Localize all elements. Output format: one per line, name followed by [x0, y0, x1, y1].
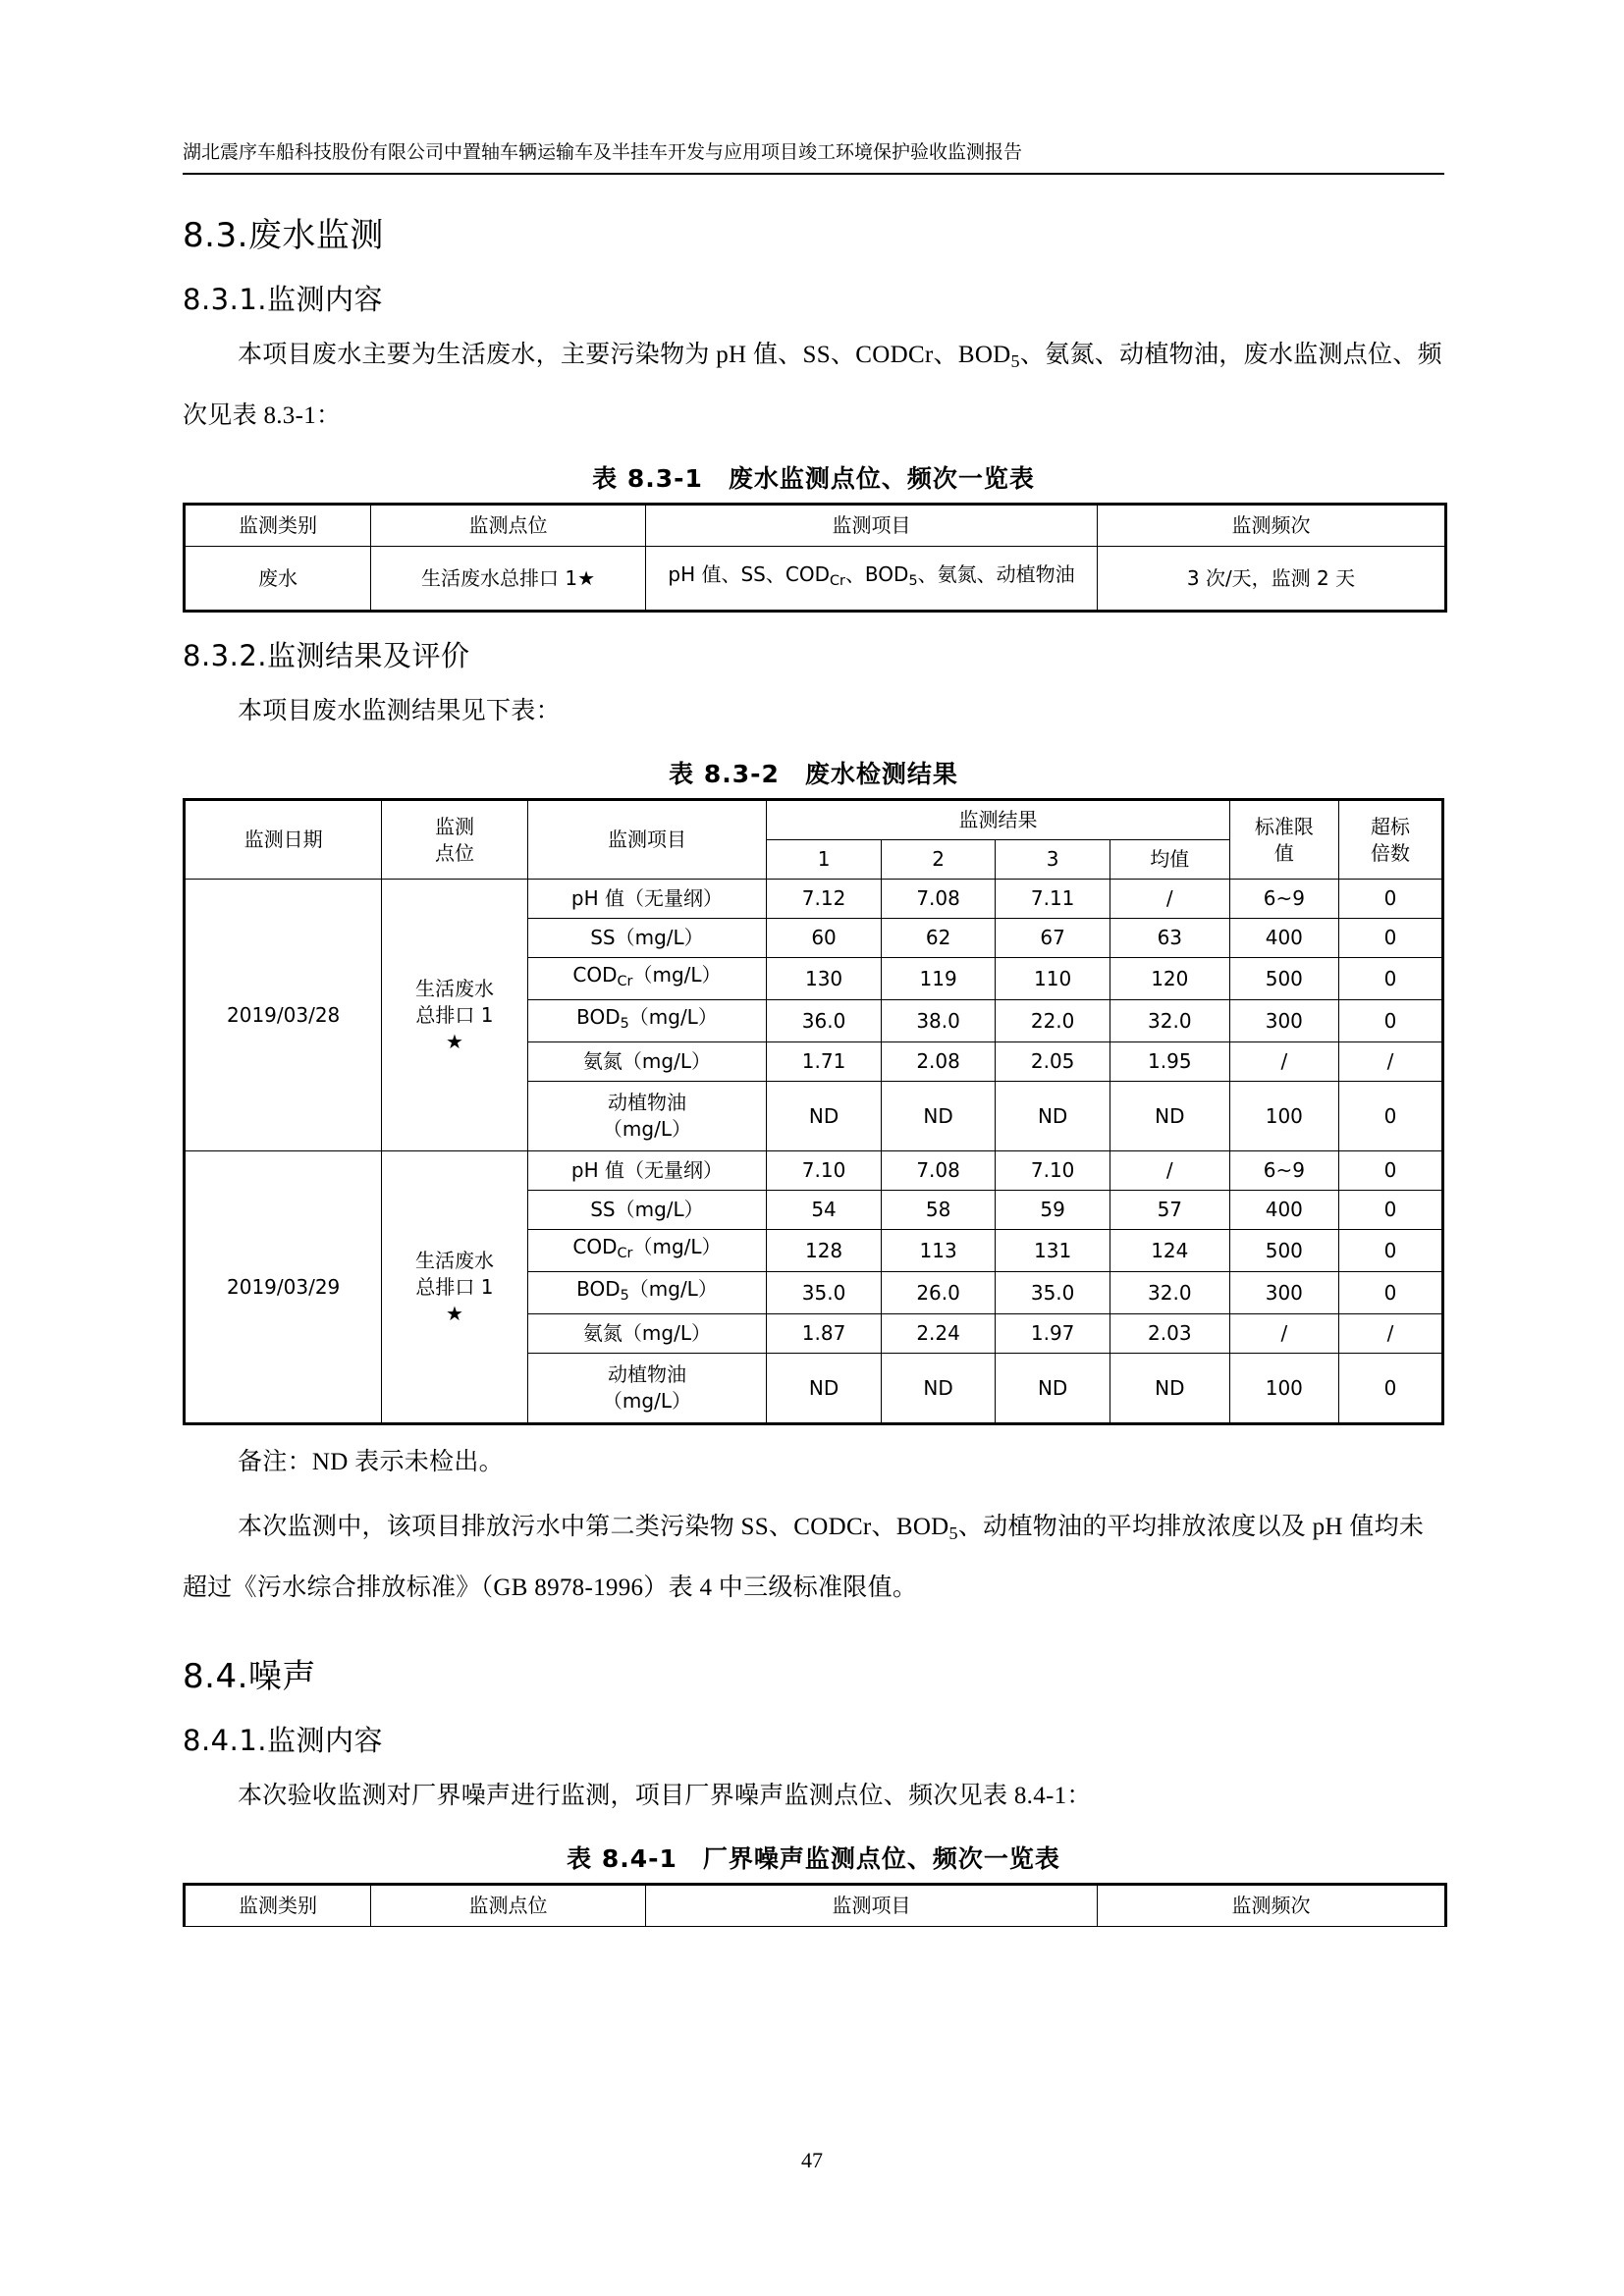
cell-r1: 36.0 — [767, 1000, 882, 1042]
paragraph-conclusion: 本次监测中，该项目排放污水中第二类污染物 SS、CODCr、$BOD_5$、动植物油的平均排放浓度以及 pH 值均未超过《污水综合排放标准》（GB 8978-1996）表 4 中三级标准限值。 — [183, 1514, 1425, 1602]
cell-items: pH 值、SS、$COD_{Cr}$、$BOD_5$、氨氮、动植物油 — [646, 547, 1098, 612]
cell-r3: ND — [996, 1354, 1110, 1424]
cell-limit: 500 — [1229, 958, 1338, 1000]
th-category: 监测类别 — [185, 505, 371, 547]
cell-avg: 2.03 — [1110, 1314, 1229, 1354]
cell-point: 生活废水 总排口 1 ★ — [382, 880, 527, 1151]
cell-exceed: 0 — [1338, 1230, 1442, 1272]
th-frequency: 监测频次 — [1098, 1885, 1446, 1927]
cell-avg: / — [1110, 880, 1229, 919]
th-results: 监测结果 — [767, 800, 1229, 840]
th-point: 监测 点位 — [382, 800, 527, 880]
cell-category: 废水 — [185, 547, 371, 612]
cell-item: 动植物油 （mg/L） — [527, 1354, 767, 1424]
cell-avg: 63 — [1110, 919, 1229, 958]
cell-r3: 131 — [996, 1230, 1110, 1272]
table-note: 备注：ND 表示未检出。 — [238, 1449, 504, 1476]
cell-exceed: 0 — [1338, 880, 1442, 919]
cell-r3: 67 — [996, 919, 1110, 958]
running-header: 湖北震序车船科技股份有限公司中置轴车辆运输车及半挂车开发与应用项目竣工环境保护验收监测报告 — [183, 137, 1444, 175]
cell-r2: 26.0 — [881, 1272, 996, 1314]
cell-item: SS（mg/L） — [527, 919, 767, 958]
cell-r2: 7.08 — [881, 1151, 996, 1191]
cell-r3: 7.11 — [996, 880, 1110, 919]
cell-r1: 130 — [767, 958, 882, 1000]
th-point: 监测点位 — [371, 1885, 646, 1927]
cell-exceed: / — [1338, 1042, 1442, 1082]
cell-limit: / — [1229, 1042, 1338, 1082]
th-category: 监测类别 — [185, 1885, 371, 1927]
paragraph-8-3-2: 本项目废水监测结果见下表： — [238, 698, 561, 725]
cell-limit: 400 — [1229, 919, 1338, 958]
paragraph-8-3-1: 本项目废水主要为生活废水，主要污染物为 pH 值、SS、CODCr、$BOD_5$、氨氮、动植物油，废水监测点位、频次见表 8.3-1： — [183, 342, 1442, 430]
cell-r2: 2.24 — [881, 1314, 996, 1354]
page-number: 47 — [801, 2148, 823, 2172]
table-row-header — [185, 505, 1446, 547]
cell-item: pH 值（无量纲） — [527, 1151, 767, 1191]
cell-limit: 300 — [1229, 1272, 1338, 1314]
th-item: 监测项目 — [527, 800, 767, 880]
cell-limit: 100 — [1229, 1354, 1338, 1424]
table-832-caption: 表 8.3-2 废水检测结果 — [669, 760, 958, 789]
cell-exceed: 0 — [1338, 1151, 1442, 1191]
cell-r3: 110 — [996, 958, 1110, 1000]
cell-limit: 6~9 — [1229, 1151, 1338, 1191]
cell-r2: 119 — [881, 958, 996, 1000]
th-frequency: 监测频次 — [1098, 505, 1446, 547]
th-result-avg: 均值 — [1110, 840, 1229, 880]
cell-r1: 1.71 — [767, 1042, 882, 1082]
section-heading-8-3: 8.3.废水监测 — [183, 216, 384, 255]
cell-avg: 120 — [1110, 958, 1229, 1000]
cell-avg: 57 — [1110, 1191, 1229, 1230]
cell-limit: 6~9 — [1229, 880, 1338, 919]
th-exceed: 超标 倍数 — [1338, 800, 1442, 880]
cell-r3: 7.10 — [996, 1151, 1110, 1191]
th-date: 监测日期 — [185, 800, 382, 880]
table-831-caption: 表 8.3-1 废水监测点位、频次一览表 — [592, 464, 1035, 494]
cell-r1: 35.0 — [767, 1272, 882, 1314]
th-point: 监测点位 — [371, 505, 646, 547]
cell-item: 动植物油 （mg/L） — [527, 1082, 767, 1151]
cell-point: 生活废水 总排口 1 ★ — [382, 1151, 527, 1424]
cell-date: 2019/03/29 — [185, 1151, 382, 1424]
th-result-2: 2 — [881, 840, 996, 880]
cell-r2: 58 — [881, 1191, 996, 1230]
cell-r2: 7.08 — [881, 880, 996, 919]
cell-limit: / — [1229, 1314, 1338, 1354]
cell-r2: 113 — [881, 1230, 996, 1272]
cell-r2: 2.08 — [881, 1042, 996, 1082]
table-waterwater-monitoring-points — [183, 503, 1447, 613]
cell-avg: ND — [1110, 1082, 1229, 1151]
cell-exceed: 0 — [1338, 1082, 1442, 1151]
section-heading-8-3-1: 8.3.1.监测内容 — [183, 283, 384, 316]
cell-item: $COD_{Cr}(mg/L)$ — [527, 1230, 767, 1272]
table-row-header — [185, 1885, 1446, 1927]
section-heading-8-4-1: 8.4.1.监测内容 — [183, 1724, 384, 1758]
cell-r3: 2.05 — [996, 1042, 1110, 1082]
cell-r1: 7.10 — [767, 1151, 882, 1191]
cell-r3: 35.0 — [996, 1272, 1110, 1314]
cell-r3: ND — [996, 1082, 1110, 1151]
cell-exceed: 0 — [1338, 1191, 1442, 1230]
cell-item: 氨氮（mg/L） — [527, 1314, 767, 1354]
cell-r1: ND — [767, 1082, 882, 1151]
cell-exceed: 0 — [1338, 1272, 1442, 1314]
page-content — [183, 137, 1444, 1927]
cell-r2: ND — [881, 1082, 996, 1151]
paragraph-8-4-1: 本次验收监测对厂界噪声进行监测，项目厂界噪声监测点位、频次见表 8.4-1： — [238, 1783, 1092, 1810]
cell-item: 氨氮（mg/L） — [527, 1042, 767, 1082]
table-noise-monitoring-points — [183, 1883, 1447, 1927]
cell-r1: ND — [767, 1354, 882, 1424]
cell-point: 生活废水总排口 1★ — [371, 547, 646, 612]
cell-item: pH 值（无量纲） — [527, 880, 767, 919]
th-result-3: 3 — [996, 840, 1110, 880]
table-row — [185, 880, 1443, 919]
cell-r1: 128 — [767, 1230, 882, 1272]
cell-r1: 1.87 — [767, 1314, 882, 1354]
cell-r1: 60 — [767, 919, 882, 958]
cell-r1: 7.12 — [767, 880, 882, 919]
cell-r3: 22.0 — [996, 1000, 1110, 1042]
cell-r3: 1.97 — [996, 1314, 1110, 1354]
cell-exceed: / — [1338, 1314, 1442, 1354]
cell-limit: 300 — [1229, 1000, 1338, 1042]
cell-exceed: 0 — [1338, 958, 1442, 1000]
table-841-caption: 表 8.4-1 厂界噪声监测点位、频次一览表 — [567, 1844, 1060, 1874]
th-limit: 标准限 值 — [1229, 800, 1338, 880]
th-items: 监测项目 — [646, 505, 1098, 547]
cell-exceed: 0 — [1338, 919, 1442, 958]
table-row — [185, 1151, 1443, 1191]
cell-item: $COD_{Cr}(mg/L)$ — [527, 958, 767, 1000]
cell-r2: ND — [881, 1354, 996, 1424]
table-row-header — [185, 800, 1443, 840]
th-result-1: 1 — [767, 840, 882, 880]
section-heading-8-4: 8.4.噪声 — [183, 1657, 316, 1697]
cell-limit: 400 — [1229, 1191, 1338, 1230]
cell-item: $BOD_5(mg/L)$ — [527, 1272, 767, 1314]
cell-date: 2019/03/28 — [185, 880, 382, 1151]
table-wastewater-results — [183, 798, 1444, 1425]
table-row — [185, 547, 1446, 612]
cell-limit: 100 — [1229, 1082, 1338, 1151]
cell-exceed: 0 — [1338, 1000, 1442, 1042]
cell-avg: 1.95 — [1110, 1042, 1229, 1082]
cell-avg: / — [1110, 1151, 1229, 1191]
cell-r2: 38.0 — [881, 1000, 996, 1042]
cell-item: SS（mg/L） — [527, 1191, 767, 1230]
cell-item: $BOD_5(mg/L)$ — [527, 1000, 767, 1042]
th-items: 监测项目 — [646, 1885, 1098, 1927]
cell-avg: ND — [1110, 1354, 1229, 1424]
cell-r1: 54 — [767, 1191, 882, 1230]
section-heading-8-3-2: 8.3.2.监测结果及评价 — [183, 639, 470, 673]
cell-exceed: 0 — [1338, 1354, 1442, 1424]
cell-frequency: 3 次/天，监测 2 天 — [1098, 547, 1446, 612]
cell-avg: 32.0 — [1110, 1272, 1229, 1314]
cell-r3: 59 — [996, 1191, 1110, 1230]
cell-avg: 32.0 — [1110, 1000, 1229, 1042]
cell-avg: 124 — [1110, 1230, 1229, 1272]
cell-r2: 62 — [881, 919, 996, 958]
cell-limit: 500 — [1229, 1230, 1338, 1272]
